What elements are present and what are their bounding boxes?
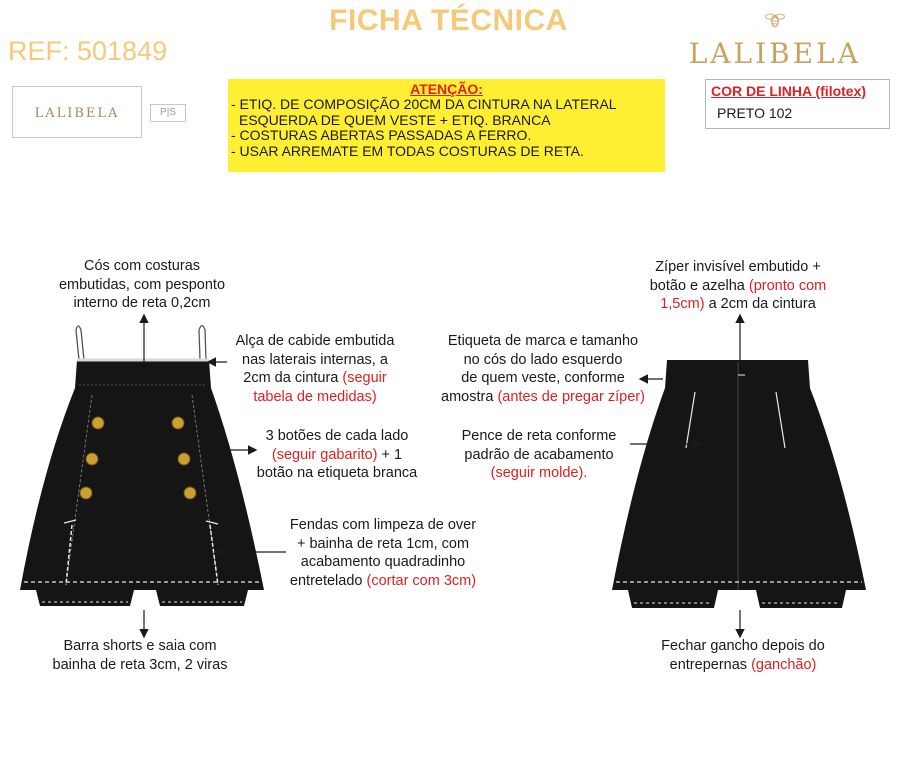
front-skirt-body (20, 388, 264, 590)
note-hook: Fechar gancho depois do entrepernas (ganchão) (661, 638, 825, 673)
note-dart: Pence de reta conforme padrão de acabamento (seguir molde). (461, 428, 617, 481)
front-waistband (75, 360, 211, 388)
button (184, 487, 196, 499)
button (172, 417, 184, 429)
hanger-loop-left (76, 326, 84, 360)
note-hanger: Alça de cabide embutida nas laterais internas, a 2cm da cintura (seguir tabela de medidas) (235, 333, 395, 405)
front-shorts-right (156, 590, 248, 606)
hanger-loop-right (199, 326, 206, 361)
notice-line: - USAR ARREMATE EM TODAS COSTURAS DE RETA. (231, 142, 584, 159)
note-hem: Barra shorts e saia com bainha de reta 3cm, 2 viras (52, 638, 228, 673)
back-shorts-left (628, 590, 718, 608)
notice-line: ESQUERDA DE QUEM VESTE + ETIQ. BRANCA (239, 111, 551, 128)
page-title: FICHA TÉCNICA (329, 4, 568, 37)
thread-value: PRETO 102 (717, 105, 793, 121)
back-shorts-right (756, 590, 846, 608)
front-shorts-left (36, 590, 134, 606)
button (80, 487, 92, 499)
note-waistband: Cós com costuras embutidas, com pesponto interno de reta 0,2cm (58, 258, 226, 311)
note-brand-label: Etiqueta de marca e tamanho no cós do lado esquerdo de quem veste, conforme amostra (antes de pregar zíper) (441, 333, 645, 405)
button (178, 453, 190, 465)
note-slits: Fendas com limpeza de over + bainha de reta 1cm, com acabamento quadradinho entretelado (cortar com 3cm) (289, 517, 477, 589)
note-buttons: 3 botões de cada lado (seguir gabarito) + 1 botão na etiqueta branca (256, 428, 418, 481)
notice-line: - ETIQ. DE COMPOSIÇÃO 20CM DA CINTURA NA LATERAL (231, 96, 617, 112)
back-waistband (665, 360, 810, 388)
notice-heading: ATENÇÃO: (410, 81, 483, 97)
button (86, 453, 98, 465)
button (92, 417, 104, 429)
size-label-sample: P|S (150, 104, 186, 122)
label-brand-text: LALIBELA (34, 106, 120, 121)
back-skirt-body (612, 388, 866, 590)
notice-line: - COSTURAS ABERTAS PASSADAS A FERRO. (231, 127, 532, 143)
brand-logo: LALIBELA (688, 37, 861, 70)
thread-heading: COR DE LINHA (filotex) (711, 83, 867, 99)
reference-code: REF: 501849 (8, 36, 168, 66)
note-zipper: Zíper invisível embutido + botão e azelha (pronto com 1,5cm) a 2cm da cintura (649, 259, 827, 312)
